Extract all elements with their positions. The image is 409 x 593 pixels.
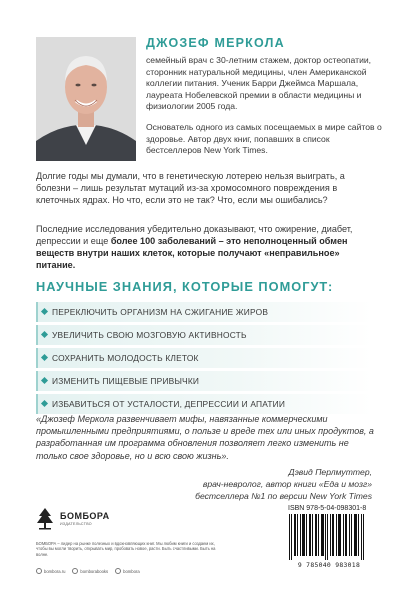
social-label: bombora.ru: [44, 568, 66, 574]
research-paragraph-bold: более 100 заболеваний – это неполноценный обмен веществ внутри наших клеток, которые получают «неправильное» питание.: [36, 236, 348, 270]
globe-icon: [36, 568, 42, 574]
research-paragraph: [36, 223, 376, 271]
social-link[interactable]: [36, 568, 65, 574]
bombora-tree-icon: [36, 507, 54, 531]
social-link[interactable]: [72, 568, 108, 574]
benefit-label: ПЕРЕКЛЮЧИТЬ ОРГАНИЗМ НА СЖИГАНИЕ ЖИРОВ: [52, 307, 269, 317]
diamond-bullet-icon: [41, 354, 48, 361]
benefit-label: ИЗБАВИТЬСЯ ОТ УСТАЛОСТИ, ДЕПРЕССИИ И АПАТИИ: [52, 399, 286, 409]
publisher-tagline: ИЗДАТЕЛЬСТВО: [60, 522, 92, 526]
benefit-item: [36, 325, 372, 345]
instagram-icon: [115, 568, 121, 574]
research-paragraph-text: Последние исследования убедительно доказывают, что ожирение, диабет, депрессии и еще: [36, 224, 353, 246]
diamond-bullet-icon: [41, 308, 48, 315]
benefit-label: СОХРАНИТЬ МОЛОДОСТЬ КЛЕТОК: [52, 353, 199, 363]
benefits-heading: НАУЧНЫЕ ЗНАНИЯ, КОТОРЫЕ ПОМОГУТ:: [36, 279, 334, 294]
social-label: bombora: [123, 568, 140, 574]
benefit-label: УВЕЛИЧИТЬ СВОЮ МОЗГОВУЮ АКТИВНОСТЬ: [52, 330, 247, 340]
endorsement-attribution: [112, 466, 372, 502]
endorser-name: Дэвид Перлмуттер,: [288, 467, 372, 477]
author-name: ДЖОЗЕФ МЕРКОЛА: [146, 36, 285, 50]
benefit-item: [36, 302, 372, 322]
social-label: bomborabooks: [80, 568, 109, 574]
diamond-bullet-icon: [41, 331, 48, 338]
benefit-item: [36, 394, 372, 414]
intro-paragraph: Долгие годы мы думали, что в генетическую лотерею нельзя выиграть, а болезни – лишь результат мутаций из-за хромосомного повреждения в клеточных ядрах. Но что, если это не так? Что, если мы ошибались?: [36, 171, 345, 205]
endorser-note: бестселлера №1 по версии New York Times: [195, 491, 372, 501]
publisher-small-print: БОМБОРА – лидер на рынке полезных и вдохновляющих книг. Мы любим книги и создаем их, чтобы вы могли творить, открывать мир, пробовать новое, расти. Быть счастливыми. Быть на волне.: [36, 541, 216, 557]
benefit-item: [36, 348, 372, 368]
author-bio: семейный врач с 30-летним стажем, доктор остеопатии, сторонник натуральной медицины, член Американской коллегии питания. Ученик Барри Джеймса Маршала, лауреата Нобелевской премии в области медицины и физиологии 2005 года.: [146, 55, 372, 112]
benefit-item: [36, 371, 372, 391]
author-photo: [36, 37, 136, 161]
endorsement-quote: «Джозеф Меркола развенчивает мифы, навязанные коммерческими промышленными предприятиями, о пользе и вреде тех или иных продуктов, а разработанная им программа обновления позволяет легко изменить не только свое здоровье, но и всю свою жизнь».: [36, 414, 374, 461]
benefit-label: ИЗМЕНИТЬ ПИЩЕВЫЕ ПРИВЫЧКИ: [52, 376, 200, 386]
publisher-name: БОМБОРА: [60, 511, 110, 521]
author-bio-founder: Основатель одного из самых посещаемых в мире сайтов о здоровье. Автор двух книг, попавших в список бестселлеров New York Times.: [146, 122, 382, 156]
publisher-socials: [36, 568, 236, 574]
social-link[interactable]: [115, 568, 140, 574]
endorser-role: врач-невролог, автор книги «Еда и мозг»: [202, 479, 372, 489]
barcode-bars: [283, 514, 375, 560]
diamond-bullet-icon: [41, 400, 48, 407]
barcode-number: 9 785040 983018: [297, 561, 361, 569]
facebook-icon: [72, 568, 78, 574]
isbn: ISBN 978-5-04-098301-8: [288, 505, 367, 512]
diamond-bullet-icon: [41, 377, 48, 384]
benefits-list: [36, 302, 372, 417]
